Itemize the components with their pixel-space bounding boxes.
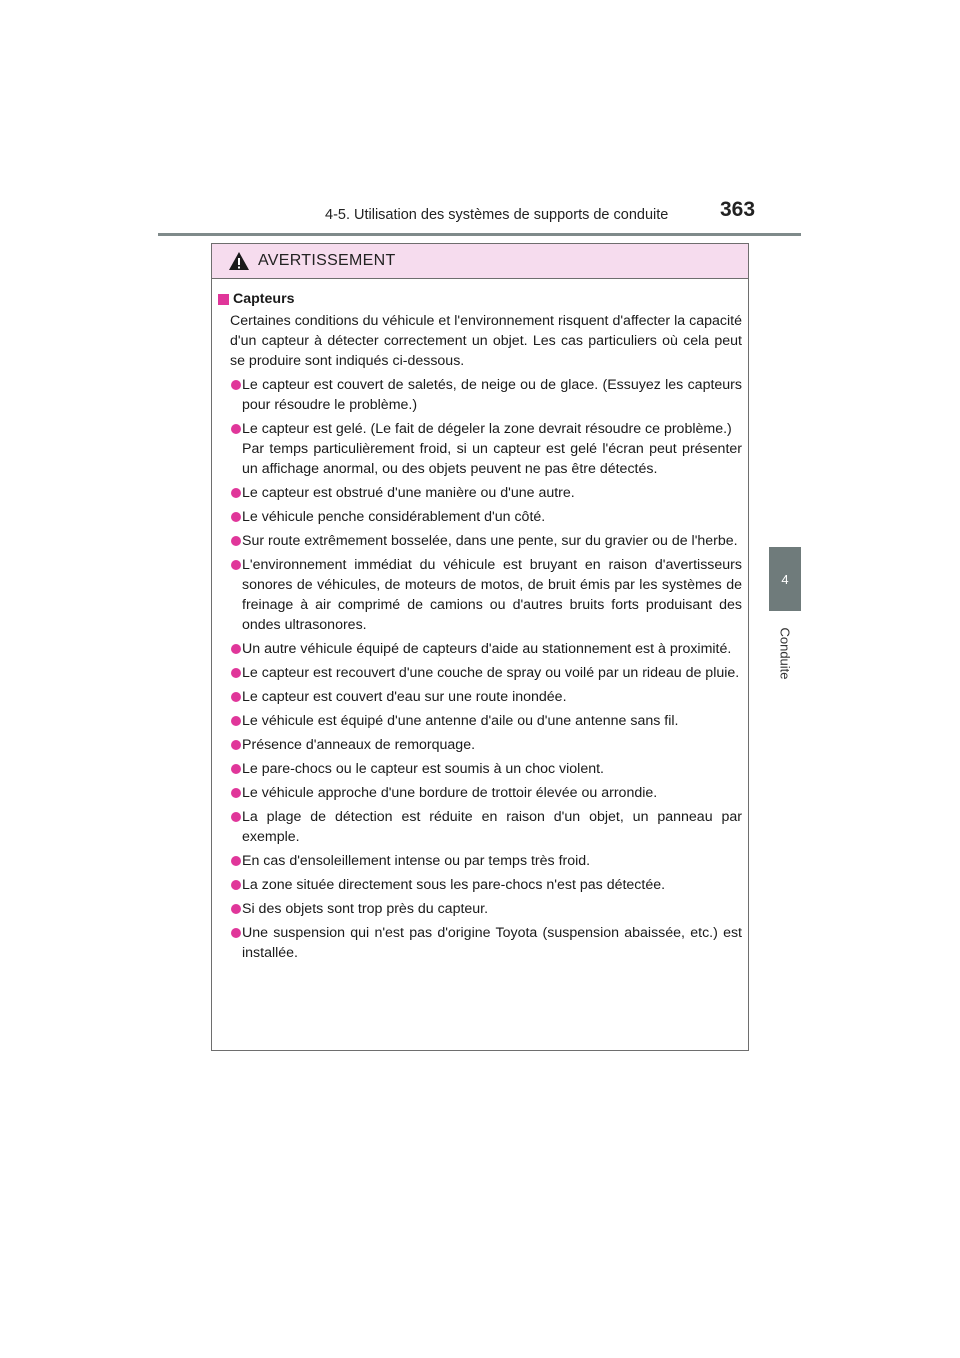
circle-bullet-icon [231,644,241,654]
list-item-text: Le capteur est recouvert d'une couche de spray ou voilé par un rideau de pluie. [242,665,740,681]
circle-bullet-icon [231,716,241,726]
list-item-text: Le véhicule penche considérablement d'un côté. [242,509,546,525]
circle-bullet-icon [231,560,241,570]
list-item [218,555,742,635]
chapter-label: Conduite [777,626,793,680]
chapter-number: 4 [781,571,789,587]
list-item [218,783,742,803]
circle-bullet-icon [231,424,241,434]
list-item-text: Présence d'anneaux de remorquage. [242,737,476,753]
circle-bullet-icon [231,856,241,866]
list-item [218,375,742,415]
list-item [218,419,742,479]
warning-box [211,243,749,1051]
circle-bullet-icon [231,764,241,774]
circle-bullet-icon [231,788,241,798]
list-item [218,875,742,895]
circle-bullet-icon [231,740,241,750]
list-item [218,483,742,503]
circle-bullet-icon [231,880,241,890]
header-section-title: 4-5. Utilisation des systèmes de supports de conduite [325,207,669,223]
list-item-text: En cas d'ensoleillement intense ou par temps très froid. [242,853,591,869]
chapter-tab [769,547,801,611]
list-item-text: Le capteur est couvert d'eau sur une route inondée. [242,689,567,705]
warning-triangle-icon [228,251,250,271]
circle-bullet-icon [231,812,241,822]
list-item [218,531,742,551]
list-item-text: Le véhicule est équipé d'une antenne d'aile ou d'une antenne sans fil. [242,713,679,729]
warning-body [212,279,748,963]
list-item-text: Le capteur est couvert de saletés, de neige ou de glace. (Essuyez les capteurs pour résoudre le problème.) [242,377,742,413]
list-item [218,711,742,731]
intro-paragraph: Certaines conditions du véhicule et l'environnement risquent d'affecter la capacité d'un capteur à détecter correctement un objet. Les cas particuliers où cela peut se produire sont indiqués ci-dessous. [230,313,742,369]
circle-bullet-icon [231,904,241,914]
square-bullet-icon [218,294,229,305]
list-item-text: Le pare-chocs ou le capteur est soumis à un choc violent. [242,761,604,777]
warning-header-label: AVERTISSEMENT [258,252,396,269]
list-item-text: L'environnement immédiat du véhicule est bruyant en raison d'avertisseurs sonores de véhicules, de moteurs de motos, de bruit émis par les systèmes de freinage à air comprimé de camions ou d'autres bruits forts produisant des ondes ultrasonores. [242,557,742,633]
circle-bullet-icon [231,488,241,498]
list-item-text: Une suspension qui n'est pas d'origine Toyota (suspension abaissée, etc.) est installée. [242,925,742,961]
list-item-text: Un autre véhicule équipé de capteurs d'aide au stationnement est à proximité. [242,641,732,657]
list-item [218,759,742,779]
list-item [218,923,742,963]
list-item [218,639,742,659]
list-item-text: Le capteur est obstrué d'une manière ou d'une autre. [242,485,575,501]
section-title-text: Capteurs [233,291,295,307]
circle-bullet-icon [231,692,241,702]
circle-bullet-icon [231,536,241,546]
list-item-text: La plage de détection est réduite en raison d'un objet, un panneau par exemple. [242,809,742,845]
list-item-text: La zone située directement sous les pare-chocs n'est pas détectée. [242,877,666,893]
list-item [218,807,742,847]
list-item-text: Si des objets sont trop près du capteur. [242,901,489,917]
circle-bullet-icon [231,928,241,938]
header-divider [158,233,801,236]
list-item-text: Le véhicule approche d'une bordure de trottoir élevée ou arrondie. [242,785,658,801]
warning-header [212,244,748,279]
section-title [218,289,742,309]
list-item [218,663,742,683]
list-item-text: Le capteur est gelé. (Le fait de dégeler la zone devrait résoudre ce problème.) Par temps particulièrement froid, si un capteur est gelé l'écran peut présenter un affichage anormal, ou des objets peuvent ne pas être détectés. [242,421,742,477]
page-number: 363 [720,198,756,221]
circle-bullet-icon [231,512,241,522]
chapter-label-container [775,618,795,688]
conditions-list [218,375,742,963]
list-item-text: Sur route extrêmement bosselée, dans une pente, sur du gravier ou de l'herbe. [242,533,738,549]
list-item [218,507,742,527]
list-item [218,687,742,707]
circle-bullet-icon [231,380,241,390]
list-item [218,851,742,871]
list-item [218,899,742,919]
circle-bullet-icon [231,668,241,678]
list-item [218,735,742,755]
